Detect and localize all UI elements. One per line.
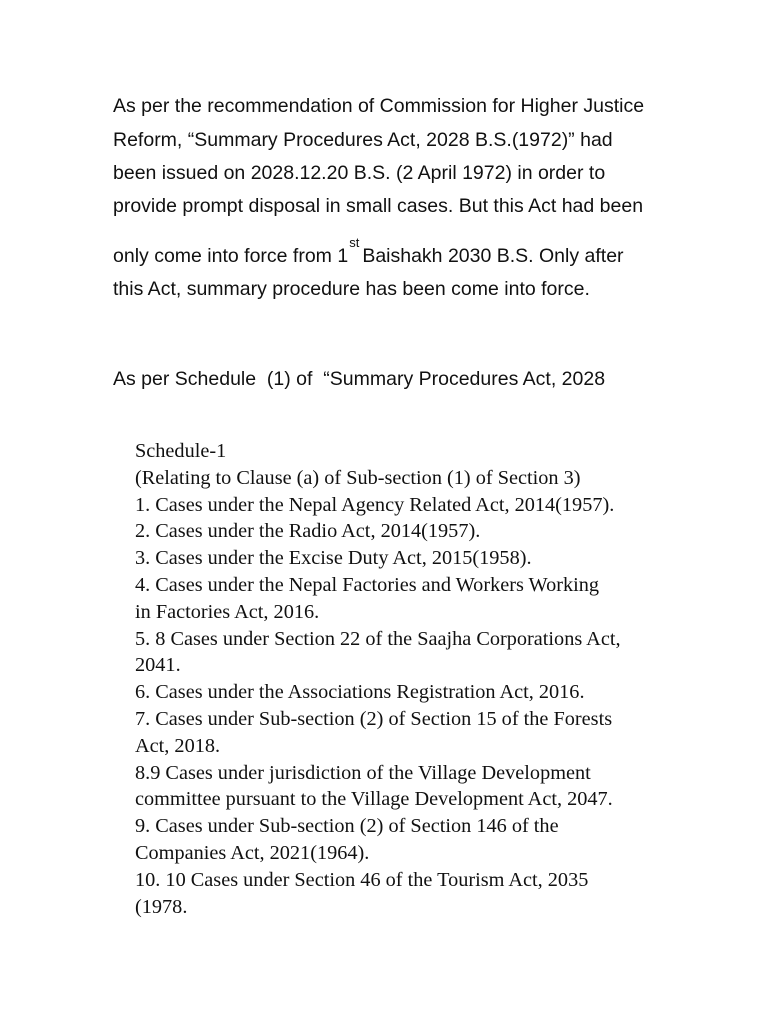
schedule-line: 4. Cases under the Nepal Factories and Workers Working (135, 573, 600, 596)
schedule-line: 3. Cases under the Excise Duty Act, 2015(1958). (135, 547, 532, 570)
schedule-line: 10. 10 Cases under Section 46 of the Tourism Act, 2035 (135, 868, 589, 891)
intro-line-2: Reform, “Summary Procedures Act, 2028 B.S.(1972)” had (113, 129, 613, 151)
schedule-line: (1978. (135, 895, 188, 918)
schedule-line: Companies Act, 2021(1964). (135, 841, 370, 864)
intro-line-5-post: Baishakh 2030 B.S. Only after (362, 245, 624, 267)
intro-line-3: been issued on 2028.12.20 B.S. (2 April 1972) in order to (113, 162, 606, 184)
ordinal-superscript: st (349, 235, 360, 250)
intro-line-5 (113, 235, 676, 275)
intro-line-4: provide prompt disposal in small cases. But this Act had been (113, 195, 644, 217)
schedule-line: 1. Cases under the Nepal Agency Related Act, 2014(1957). (135, 493, 615, 516)
schedule-line: 9. Cases under Sub-section (2) of Section 146 of the (135, 815, 559, 838)
intro-line-1: As per the recommendation of Commission for Higher Justice (113, 95, 645, 117)
schedule-line: 2041. (135, 654, 181, 677)
schedule-title: Schedule-1 (135, 440, 227, 462)
schedule-block (135, 438, 695, 920)
schedule-line: 6. Cases under the Associations Registration Act, 2016. (135, 681, 585, 704)
schedule-line: committee pursuant to the Village Development Act, 2047. (135, 788, 613, 811)
intro-line-5-pre: only come into force from 1 (113, 245, 349, 267)
intro-line-6: this Act, summary procedure has been come into force. (113, 278, 590, 300)
schedule-line: 7. Cases under Sub-section (2) of Section 15 of the Forests (135, 707, 613, 730)
schedule-line: 2. Cases under the Radio Act, 2014(1957). (135, 520, 481, 543)
schedule-line: 5. 8 Cases under Section 22 of the Saajha Corporations Act, (135, 627, 621, 650)
schedule-intro-heading: As per Schedule (1) of “Summary Procedures Act, 2028 (113, 368, 606, 390)
schedule-line: Act, 2018. (135, 734, 221, 757)
schedule-line: 8.9 Cases under jurisdiction of the Village Development (135, 761, 591, 784)
schedule-subtitle: (Relating to Clause (a) of Sub-section (1) of Section 3) (135, 466, 581, 489)
schedule-line: in Factories Act, 2016. (135, 600, 320, 623)
